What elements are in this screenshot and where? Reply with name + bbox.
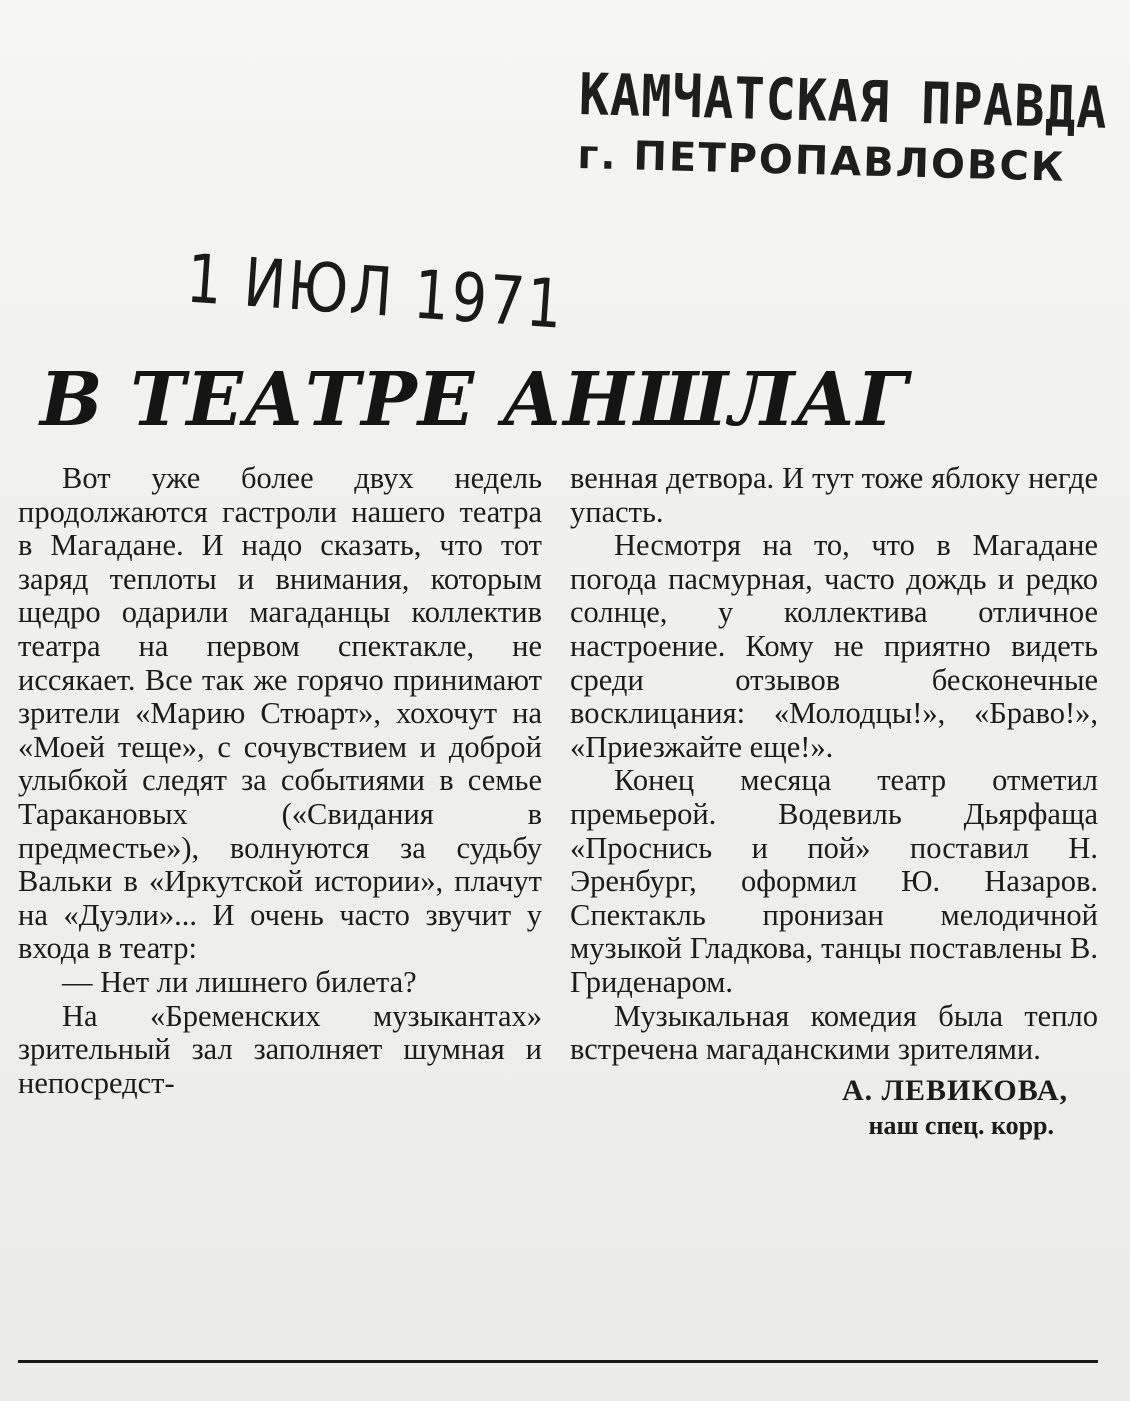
article-column-left <box>18 462 542 1100</box>
paragraph: Вот уже более двух недель продолжаются гастроли нашего театра в Магадане. И надо сказать, что тот заряд теплоты и внимания, которым щедро одарили магаданцы коллектив театра на первом спектакле, не иссякает. Все так же горячо принимают зрители «Марию Стюарт», хохочут на «Моей теще», с сочувствием и доброй улыбкой следят за событиями в семье Таракановых («Свидания в предместье»), волнуются за судьбу Вальки в «Иркутской истории», плачут на «Дуэли»... И очень часто звучит у входа в театр: <box>18 461 542 966</box>
paragraph: Конец месяца театр отметил премьерой. Водевиль Дьярфаща «Проснись и пой» поставил Н. Эренбург, оформил Ю. Назаров. Спектакль пронизан мелодичной музыкой Гладкова, танцы поставлены В. Гриденаром. <box>570 763 1098 999</box>
stamp-city: г. ПЕТРОПАВЛОВСК <box>576 131 1067 191</box>
paragraph: — Нет ли лишнего билета? <box>62 964 417 999</box>
author-name: А. ЛЕВИКОВА, <box>842 1073 1068 1107</box>
article-headline: В ТЕАТРЕ АНШЛАГ <box>40 357 909 443</box>
date-stamp: 1 ИЮЛ 1971 <box>183 240 567 345</box>
article-column-right <box>570 462 1098 1143</box>
paragraph: венная детвора. И тут тоже яблоку негде упасть. <box>570 461 1098 529</box>
stamp-newspaper-title: КАМЧАТСКАЯ ПРАВДА <box>578 61 1109 142</box>
paragraph: Музыкальная комедия была тепло встречена магаданскими зрителями. <box>570 998 1098 1067</box>
author-signature <box>570 1073 1098 1143</box>
bottom-divider <box>18 1360 1098 1363</box>
author-role: наш спец. корр. <box>868 1110 1054 1140</box>
newspaper-name-stamp <box>576 60 1109 194</box>
paragraph: Несмотря на то, что в Магадане погода пасмурная, часто дождь и редко солнце, у коллектива отличное настроение. Кому не приятно видеть среди отзывов бесконечные восклицания: «Молодцы!», «Браво!», «Приезжайте еще!». <box>570 528 1098 764</box>
paragraph: На «Бременских музыкантах» зрительный зал заполняет шумная и непосредст- <box>18 998 542 1100</box>
